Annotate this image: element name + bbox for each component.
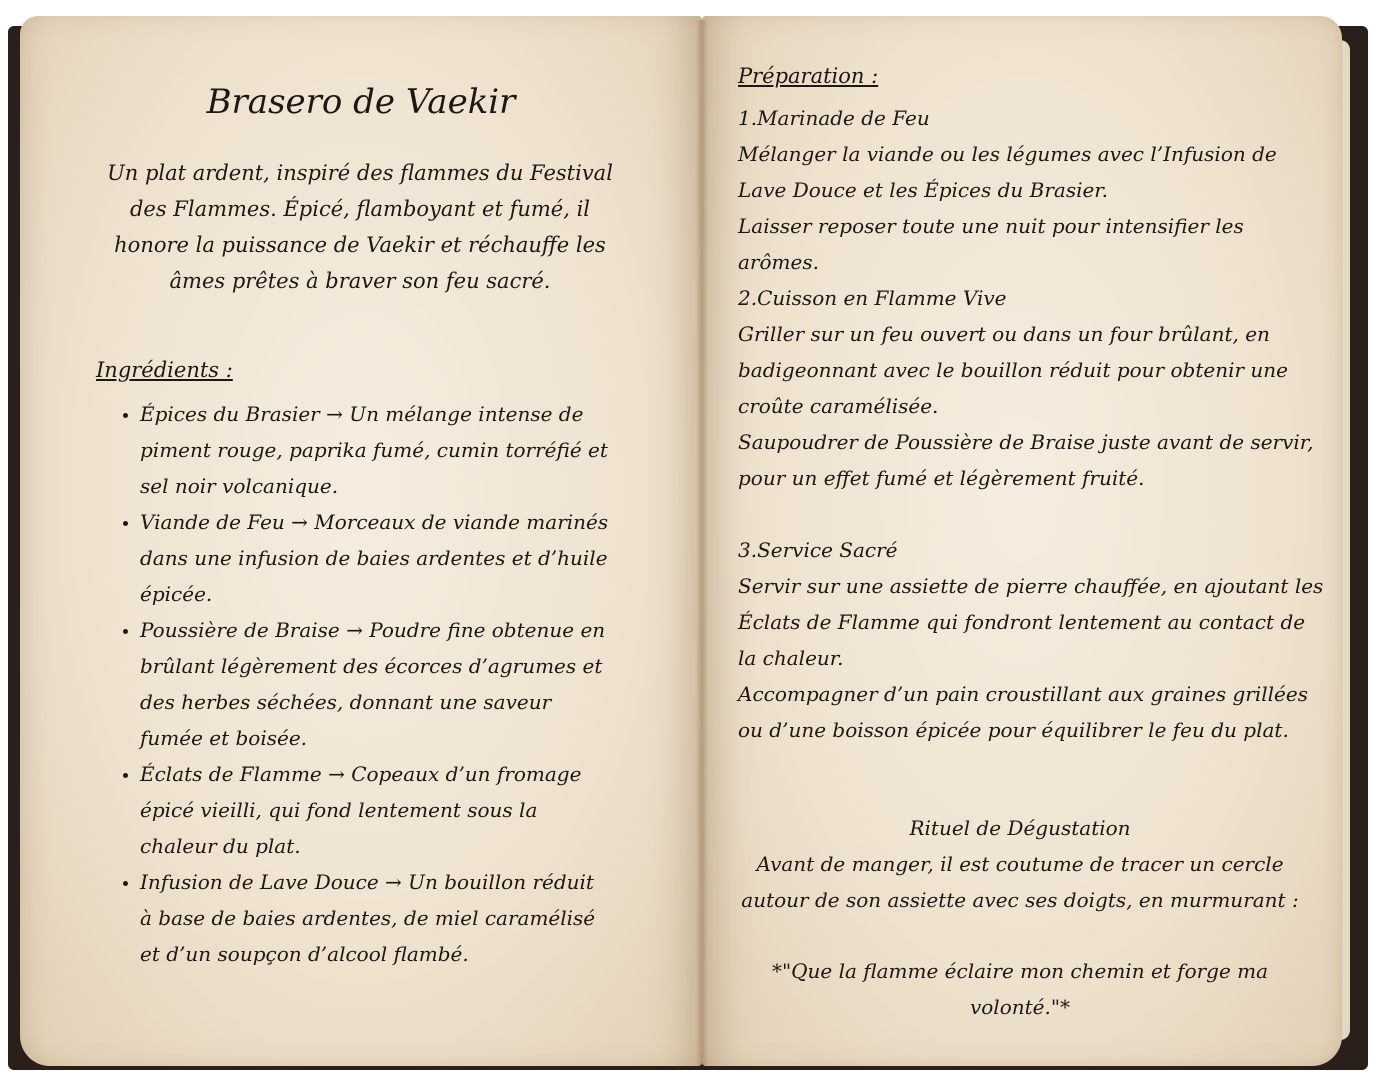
ingredients-list xyxy=(96,396,610,972)
step-title: 1.Marinade de Feu xyxy=(738,106,930,130)
recipe-intro: Un plat ardent, inspiré des flammes du Festival des Flammes. Épicé, flamboyant et fumé, il honore la puissance de Vaekir et réchauffe les âmes prêtes à braver son feu sacré. xyxy=(107,161,613,293)
ritual-text: Avant de manger, il est coutume de tracer un cercle autour de son assiette avec ses doigts, en murmurant : xyxy=(741,852,1299,912)
step-line: Servir sur une assiette de pierre chauffée, en ajoutant les Éclats de Flamme qui fondront lentement au contact de la chaleur. xyxy=(738,574,1324,670)
ritual-title: Rituel de Dégustation xyxy=(909,816,1131,840)
step-1 xyxy=(738,100,1328,280)
preparation-heading: Préparation : xyxy=(738,64,879,88)
recipe-title: Brasero de Vaekir xyxy=(206,82,516,122)
ingredient-item: • Éclats de Flamme → Copeaux d’un fromage épicé vieilli, qui fond lentement sous la chaleur du plat. xyxy=(140,756,610,864)
step-title: 2.Cuisson en Flamme Vive xyxy=(738,286,1007,310)
step-2 xyxy=(738,280,1328,496)
ingredient-item: • Viande de Feu → Morceaux de viande marinés dans une infusion de baies ardentes et d’huile épicée. xyxy=(140,504,610,612)
step-line: Accompagner d’un pain croustillant aux graines grillées ou d’une boisson épicée pour équilibrer le feu du plat. xyxy=(738,682,1308,742)
ritual-section xyxy=(720,810,1320,918)
ingredients-heading: Ingrédients : xyxy=(96,358,233,382)
ingredient-item: • Épices du Brasier → Un mélange intense de piment rouge, paprika fumé, cumin torréfié et sel noir volcanique. xyxy=(140,396,610,504)
book-gutter xyxy=(696,20,708,1065)
ritual-quote: *"Que la flamme éclaire mon chemin et forge ma volonté."* xyxy=(771,959,1269,1019)
step-3 xyxy=(738,532,1328,748)
step-line: Laisser reposer toute une nuit pour intensifier les arômes. xyxy=(738,214,1244,274)
ingredient-item: • Poussière de Braise → Poudre fine obtenue en brûlant légèrement des écorces d’agrumes et des herbes séchées, donnant une saveur fumée et boisée. xyxy=(140,612,610,756)
ingredient-item: • Infusion de Lave Douce → Un bouillon réduit à base de baies ardentes, de miel caramélisé et d’un soupçon d’alcool flambé. xyxy=(140,864,610,972)
step-line: Saupoudrer de Poussière de Braise juste avant de servir, pour un effet fumé et légèrement fruité. xyxy=(738,430,1314,490)
step-line: Griller sur un feu ouvert ou dans un four brûlant, en badigeonnant avec le bouillon réduit pour obtenir une croûte caramélisée. xyxy=(738,322,1288,418)
step-title: 3.Service Sacré xyxy=(738,538,898,562)
step-line: Mélanger la viande ou les légumes avec l’Infusion de Lave Douce et les Épices du Brasier. xyxy=(738,142,1277,202)
